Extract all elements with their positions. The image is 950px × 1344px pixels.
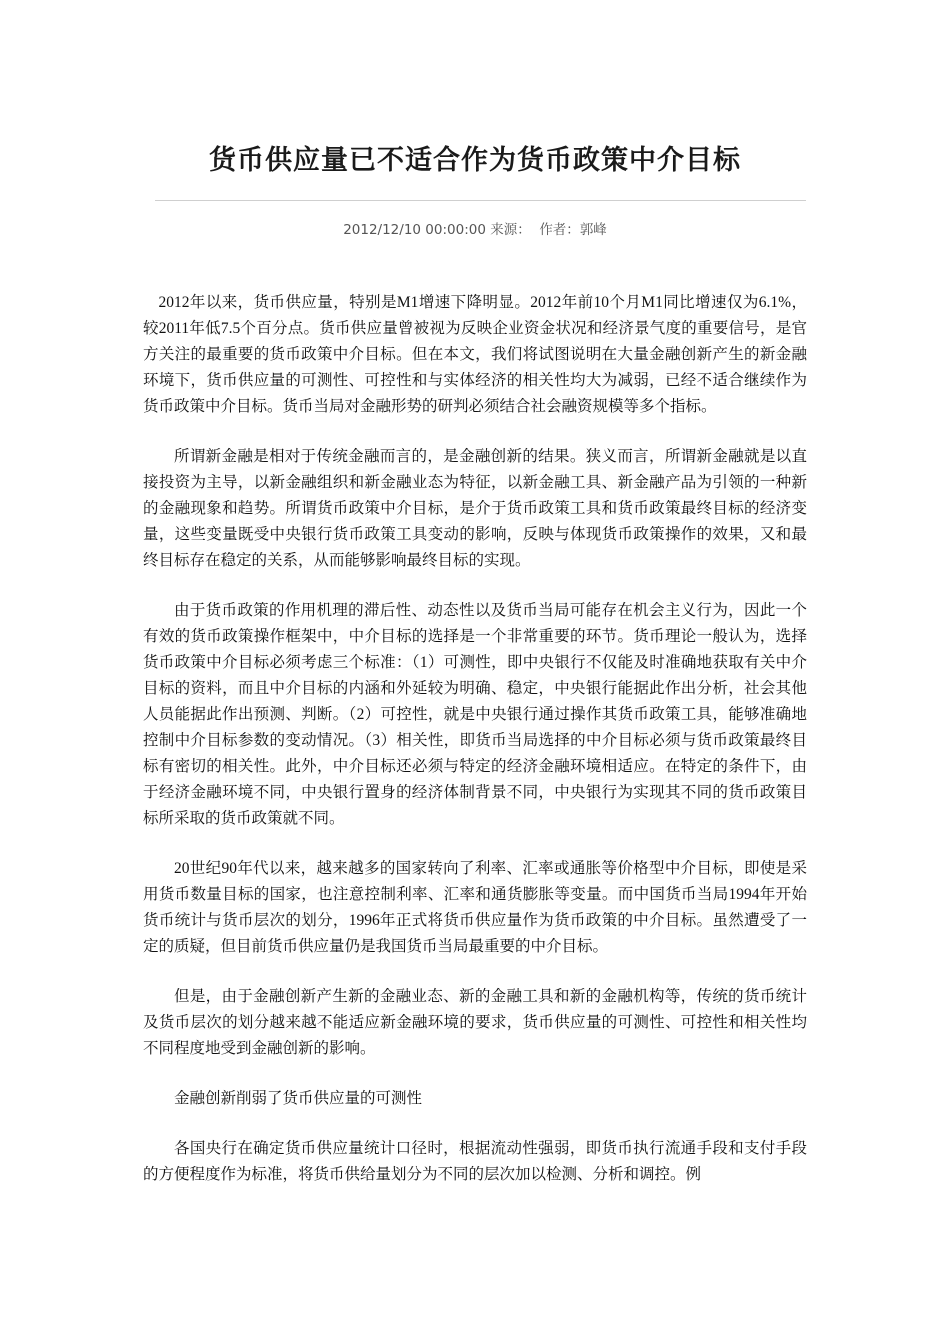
section-heading: 金融创新削弱了货币供应量的可测性: [174, 1090, 423, 1107]
author-label: 作者：: [539, 222, 580, 238]
paragraph: 由于货币政策的作用机理的滞后性、动态性以及货币当局可能存在机会主义行为，因此一个有效的货币政策操作框架中，中介目标的选择是一个非常重要的环节。货币理论一般认为，选择货币政策中介目标必须考虑三个标准：（1）可测性，即中央银行不仅能及时准确地获取有关中介目标的资料，而且中介目标的内涵和外延较为明确、稳定，中央银行能据此作出分析，社会其他人员能据此作出预测、判断。（2）可控性，就是中央银行通过操作其货币政策工具，能够准确地控制中介目标参数的变动情况。（3）相关性，即货币当局选择的中介目标必须与货币政策最终目标有密切的相关性。此外，中介目标还必须与特定的经济金融环境相适应。在特定的条件下，由于经济金融环境不同，中央银行置身的经济体制背景不同，中央银行为实现其不同的货币政策目标所采取的货币政策就不同。: [143, 602, 807, 827]
paragraph: 20世纪90年代以来，越来越多的国家转向了利率、汇率或通胀等价格型中介目标，即使是采用货币数量目标的国家，也注意控制利率、汇率和通货膨胀等变量。而中国货币当局1994年开始货币统计与货币层次的划分，1996年正式将货币供应量作为货币政策的中介目标。虽然遭受了一定的质疑，但目前货币供应量仍是我国货币当局最重要的中介目标。: [143, 860, 807, 955]
article-body: [143, 290, 807, 1212]
author-name: 郭峰: [579, 222, 607, 238]
source-label: 来源：: [490, 222, 531, 238]
paragraph: 但是，由于金融创新产生新的金融业态、新的金融工具和新的金融机构等，传统的货币统计及货币层次的划分越来越不能适应新金融环境的要求，货币供应量的可测性、可控性和相关性均不同程度地受到金融创新的影响。: [143, 988, 807, 1057]
paragraph: 所谓新金融是相对于传统金融而言的，是金融创新的结果。狭义而言，所谓新金融就是以直接投资为主导，以新金融组织和新金融业态为特征，以新金融工具、新金融产品为引领的一种新的金融现象和趋势。所谓货币政策中介目标，是介于货币政策工具和货币政策最终目标的经济变量，这些变量既受中央银行货币政策工具变动的影响，反映与体现货币政策操作的效果，又和最终目标存在稳定的关系，从而能够影响最终目标的实现。: [143, 448, 807, 569]
article-meta: [0, 218, 950, 238]
publish-datetime: 2012/12/10 00:00:00: [343, 222, 486, 238]
paragraph: 2012年以来，货币供应量，特别是M1增速下降明显。2012年前10个月M1同比增速仅为6.1%，较2011年低7.5个百分点。货币供应量曾被视为反映企业资金状况和经济景气度的重要信号，是官方关注的最重要的货币政策中介目标。但在本文，我们将试图说明在大量金融创新产生的新金融环境下，货币供应量的可测性、可控性和与实体经济的相关性均大为减弱，已经不适合继续作为货币政策中介目标。货币当局对金融形势的研判必须结合社会融资规模等多个指标。: [143, 294, 807, 415]
paragraph: 各国央行在确定货币供应量统计口径时，根据流动性强弱，即货币执行流通手段和支付手段的方便程度作为标准，将货币供给量划分为不同的层次加以检测、分析和调控。例: [143, 1140, 807, 1183]
title-divider: [155, 200, 806, 201]
page-title: 货币供应量已不适合作为货币政策中介目标: [209, 145, 741, 176]
